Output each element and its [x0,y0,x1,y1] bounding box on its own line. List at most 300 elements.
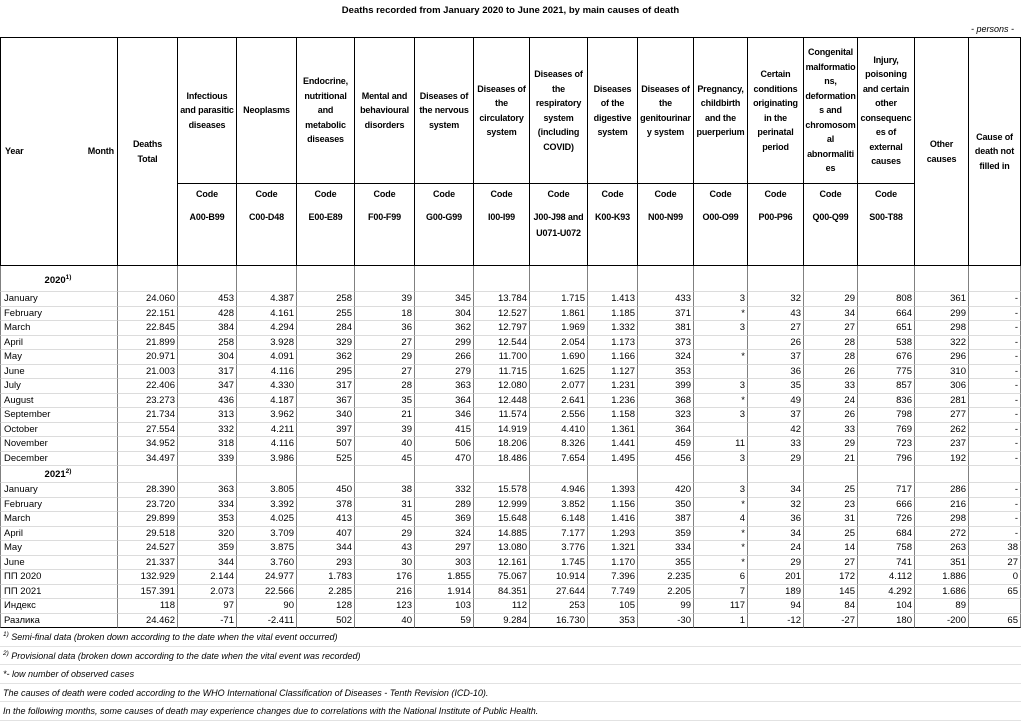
cell-neoplasms: 4.116 [237,437,297,452]
cell-injury: 538 [858,336,915,351]
cell-pregnancy: 3 [694,452,748,467]
code-label: Code [654,189,677,199]
cell-mental: 29 [355,350,415,365]
header-respiratory [530,38,588,184]
cell-respiratory: 1.745 [530,556,588,571]
cell-neoplasms: 4.211 [237,423,297,438]
cell-respiratory: 2.077 [530,379,588,394]
code-value: Q00-Q99 [812,212,849,222]
cell-neoplasms: 3.392 [237,498,297,513]
header-pregnancy-label: Pregnancy, childbirth and the puerperium [696,83,745,137]
empty-cell [530,266,588,292]
cell-perinatal: 24 [748,541,804,556]
cell-infectious: 347 [178,379,237,394]
cell-respiratory: 2.641 [530,394,588,409]
table-row [0,541,1021,556]
header-congenital-label: Congenital malformations, deformations and chromosomal abnormalities [805,47,856,174]
cell-not-filled: - [969,423,1021,438]
empty-cell [415,466,474,483]
cell-infectious: 313 [178,408,237,423]
cell-respiratory: 6.148 [530,512,588,527]
cell-pregnancy: 4 [694,512,748,527]
cell-respiratory: 7.654 [530,452,588,467]
cell-mental: 40 [355,614,415,629]
cell-other-causes: 351 [915,556,969,571]
cell-pregnancy: * [694,350,748,365]
table-title: Deaths recorded from January 2020 to June 2021, by main causes of death [341,5,680,16]
table-row [0,527,1021,542]
cell-congenital: 28 [804,350,858,365]
cell-digestive: 1.321 [588,541,638,556]
year-row [0,466,1021,483]
cell-infectious: 339 [178,452,237,467]
cell-respiratory: 3.852 [530,498,588,513]
header-pregnancy [694,38,748,184]
footnotes [0,628,1021,721]
cell-other-causes: 1.886 [915,570,969,585]
cell-perinatal: 33 [748,437,804,452]
cell-perinatal: 32 [748,498,804,513]
cell-congenital: 145 [804,585,858,600]
cell-nervous: 289 [415,498,474,513]
cell-congenital: 14 [804,541,858,556]
cell-not-filled: - [969,483,1021,498]
cell-circulatory: 12.161 [474,556,530,571]
cell-not-filled: - [969,350,1021,365]
header-nervous [415,38,474,184]
cell-genitourinary: 373 [638,336,694,351]
year-value: 2021 [44,469,66,480]
header-injury-label: Injury, poisoning and certain other consequences of external causes [860,54,912,166]
code-label: Code [433,189,455,199]
cell-congenital: 28 [804,336,858,351]
cell-respiratory: 1.625 [530,365,588,380]
cell-genitourinary: 371 [638,307,694,322]
cell-not-filled: - [969,498,1021,513]
cell-infectious: 363 [178,483,237,498]
cell-digestive: 1.166 [588,350,638,365]
cell-endocrine: 413 [297,512,355,527]
cell-circulatory: 12.797 [474,321,530,336]
summary-row [0,570,1021,585]
cell-circulatory: 84.351 [474,585,530,600]
cell-injury: 836 [858,394,915,409]
cell-injury: 796 [858,452,915,467]
cell-not-filled: - [969,408,1021,423]
row-label: April [0,527,118,542]
cell-pregnancy: 6 [694,570,748,585]
cell-injury: 717 [858,483,915,498]
cell-digestive: 1.158 [588,408,638,423]
cell-nervous: 279 [415,365,474,380]
cell-respiratory: 3.776 [530,541,588,556]
code-endocrine [297,184,355,266]
header-digestive [588,38,638,184]
empty-cell [858,466,915,483]
cell-digestive: 353 [588,614,638,629]
table-row [0,512,1021,527]
cell-mental: 29 [355,527,415,542]
code-value: S00-T88 [869,212,903,222]
cell-circulatory: 12.448 [474,394,530,409]
cell-infectious: 317 [178,365,237,380]
cell-nervous: 345 [415,292,474,307]
cell-endocrine: 1.783 [297,570,355,585]
cell-not-filled: - [969,452,1021,467]
cell-other-causes: 272 [915,527,969,542]
cell-circulatory: 13.784 [474,292,530,307]
code-injury [858,184,915,266]
cell-endocrine: 255 [297,307,355,322]
cell-circulatory: 15.578 [474,483,530,498]
table-row [0,437,1021,452]
cell-infectious: 2.144 [178,570,237,585]
cell-deaths-total: 20.971 [118,350,178,365]
cell-perinatal: 42 [748,423,804,438]
cell-endocrine: 525 [297,452,355,467]
cell-neoplasms: 24.977 [237,570,297,585]
footnote [0,665,1021,684]
cell-digestive: 1.441 [588,437,638,452]
empty-cell [804,266,858,292]
cell-congenital: 29 [804,437,858,452]
cell-nervous: 297 [415,541,474,556]
cell-not-filled: 38 [969,541,1021,556]
code-circulatory [474,184,530,266]
cell-mental: 39 [355,292,415,307]
cell-not-filled: - [969,365,1021,380]
cell-infectious: 359 [178,541,237,556]
footnote-text: Semi-final data (broken down according to the date when the vital event occurred) [11,632,338,642]
empty-cell [474,266,530,292]
cell-congenital: 27 [804,321,858,336]
empty-cell [638,266,694,292]
empty-cell [237,466,297,483]
table-row [0,336,1021,351]
code-value: G00-G99 [426,212,462,222]
table-row [0,498,1021,513]
summary-row [0,585,1021,600]
cell-endocrine: 340 [297,408,355,423]
cell-other-causes: 89 [915,599,969,614]
cell-perinatal: 94 [748,599,804,614]
cell-neoplasms: 3.760 [237,556,297,571]
cell-genitourinary: 2.235 [638,570,694,585]
header-circulatory-label: Diseases of the circulatory system [477,83,526,137]
cell-neoplasms: 90 [237,599,297,614]
footnote-mark: 1) [3,631,9,638]
cell-digestive: 7.396 [588,570,638,585]
cell-nervous: 59 [415,614,474,629]
table-row [0,307,1021,322]
cell-genitourinary: 323 [638,408,694,423]
cell-nervous: 506 [415,437,474,452]
code-value: E00-E89 [308,212,343,222]
empty-cell [969,466,1021,483]
cell-genitourinary: 353 [638,365,694,380]
footnote [0,702,1021,721]
cell-digestive: 1.236 [588,394,638,409]
table-row [0,483,1021,498]
cell-infectious: 318 [178,437,237,452]
cell-congenital: 26 [804,408,858,423]
cell-genitourinary: 364 [638,423,694,438]
cell-respiratory: 4.410 [530,423,588,438]
empty-cell [858,266,915,292]
cell-deaths-total: 22.151 [118,307,178,322]
cell-neoplasms: 4.294 [237,321,297,336]
cell-congenital: 21 [804,452,858,467]
empty-cell [118,266,178,292]
cell-neoplasms: 4.025 [237,512,297,527]
cell-perinatal: 26 [748,336,804,351]
header-not-filled [969,38,1021,266]
cell-not-filled: 65 [969,614,1021,629]
footnote-text: In the following months, some causes of death may experience changes due to correlations with the National Institute of Public Health. [3,706,539,716]
cell-digestive: 1.416 [588,512,638,527]
cell-circulatory: 14.885 [474,527,530,542]
cell-other-causes: 361 [915,292,969,307]
year-row [0,266,1021,292]
cell-congenital: 33 [804,423,858,438]
row-label: April [0,336,118,351]
cell-mental: 45 [355,452,415,467]
cell-respiratory: 7.177 [530,527,588,542]
header-genitourinary [638,38,694,184]
summary-row [0,599,1021,614]
year-label [0,466,118,483]
cell-genitourinary: 381 [638,321,694,336]
empty-cell [355,266,415,292]
cell-injury: 180 [858,614,915,629]
empty-cell [588,266,638,292]
cell-not-filled [969,599,1021,614]
cell-other-causes: 299 [915,307,969,322]
cell-genitourinary: 387 [638,512,694,527]
cell-infectious: 428 [178,307,237,322]
cell-neoplasms: 4.116 [237,365,297,380]
cell-mental: 35 [355,394,415,409]
code-value: O00-O99 [702,212,739,222]
cell-mental: 43 [355,541,415,556]
cell-digestive: 1.413 [588,292,638,307]
cell-endocrine: 507 [297,437,355,452]
row-label: November [0,437,118,452]
cell-not-filled: 0 [969,570,1021,585]
cell-endocrine: 258 [297,292,355,307]
code-label: Code [490,189,513,199]
cell-deaths-total: 21.899 [118,336,178,351]
cell-deaths-total: 21.003 [118,365,178,380]
cell-infectious: 320 [178,527,237,542]
code-respiratory [530,184,588,266]
empty-cell [530,466,588,483]
header-infectious-label: Infectious and parasitic diseases [180,90,234,130]
row-label: Разлика [0,614,118,629]
cell-injury: 726 [858,512,915,527]
cell-not-filled: - [969,321,1021,336]
row-label: June [0,365,118,380]
cell-circulatory: 12.080 [474,379,530,394]
cell-congenital: 23 [804,498,858,513]
cell-other-causes: 263 [915,541,969,556]
code-label: Code [601,189,624,199]
year-footnote-mark: 1) [65,273,72,281]
cell-infectious: 258 [178,336,237,351]
cell-neoplasms: 3.928 [237,336,297,351]
cell-congenital: 172 [804,570,858,585]
header-mental [355,38,415,184]
row-label: March [0,321,118,336]
code-value: N00-N99 [648,212,683,222]
cell-other-causes: 286 [915,483,969,498]
cell-neoplasms: 4.161 [237,307,297,322]
code-label: Code [314,189,337,199]
empty-cell [297,466,355,483]
cell-digestive: 1.361 [588,423,638,438]
cell-genitourinary: 433 [638,292,694,307]
empty-cell [748,266,804,292]
footnote [0,647,1021,666]
cell-digestive: 1.393 [588,483,638,498]
cell-endocrine: 295 [297,365,355,380]
cell-not-filled: - [969,512,1021,527]
cell-nervous: 324 [415,527,474,542]
cell-endocrine: 329 [297,336,355,351]
header-injury [858,38,915,184]
cell-respiratory: 1.690 [530,350,588,365]
year-footnote-mark: 2) [65,467,72,475]
row-label: May [0,541,118,556]
cell-perinatal: 36 [748,365,804,380]
cell-deaths-total: 24.462 [118,614,178,629]
code-label: Code [547,189,570,199]
header-congenital [804,38,858,184]
footnote [0,628,1021,647]
cell-congenital: 31 [804,512,858,527]
cell-injury: 676 [858,350,915,365]
cell-digestive: 1.495 [588,452,638,467]
cell-neoplasms: 4.387 [237,292,297,307]
cell-mental: 31 [355,498,415,513]
cell-other-causes: 306 [915,379,969,394]
row-label: ПП 2021 [0,585,118,600]
row-label: September [0,408,118,423]
cell-congenital: 29 [804,292,858,307]
code-value: K00-K93 [595,212,630,222]
cell-mental: 21 [355,408,415,423]
cell-congenital: 24 [804,394,858,409]
cell-other-causes: 296 [915,350,969,365]
cell-neoplasms: 3.986 [237,452,297,467]
code-label: Code [819,189,842,199]
cell-genitourinary: 334 [638,541,694,556]
cell-deaths-total: 29.899 [118,512,178,527]
table-row [0,452,1021,467]
cell-pregnancy: * [694,498,748,513]
cell-genitourinary: 350 [638,498,694,513]
cell-perinatal: 189 [748,585,804,600]
cell-genitourinary: 99 [638,599,694,614]
cell-pregnancy: * [694,527,748,542]
cell-not-filled: - [969,336,1021,351]
cell-deaths-total: 24.527 [118,541,178,556]
row-label: February [0,498,118,513]
cell-congenital: 26 [804,365,858,380]
cell-other-causes: 262 [915,423,969,438]
cell-other-causes: 1.686 [915,585,969,600]
row-label: August [0,394,118,409]
cell-mental: 27 [355,336,415,351]
cell-pregnancy: 3 [694,321,748,336]
cell-circulatory: 15.648 [474,512,530,527]
cell-neoplasms: -2.411 [237,614,297,629]
cell-pregnancy: * [694,394,748,409]
footnote [0,684,1021,703]
cell-deaths-total: 23.273 [118,394,178,409]
cell-respiratory: 2.556 [530,408,588,423]
empty-cell [694,466,748,483]
table-row [0,365,1021,380]
cell-endocrine: 317 [297,379,355,394]
header-circulatory [474,38,530,184]
cell-deaths-total: 28.390 [118,483,178,498]
cell-congenital: 25 [804,483,858,498]
header-mental-label: Mental and behavioural disorders [360,90,409,130]
cell-deaths-total: 23.720 [118,498,178,513]
cell-respiratory: 10.914 [530,570,588,585]
empty-cell [118,466,178,483]
code-genitourinary [638,184,694,266]
cell-perinatal: 49 [748,394,804,409]
cell-endocrine: 2.285 [297,585,355,600]
cell-nervous: 332 [415,483,474,498]
empty-cell [178,266,237,292]
cell-perinatal: 34 [748,483,804,498]
cell-respiratory: 253 [530,599,588,614]
cell-pregnancy: * [694,307,748,322]
cell-endocrine: 284 [297,321,355,336]
header-neoplasms [237,38,297,184]
cell-not-filled: - [969,437,1021,452]
empty-cell [694,266,748,292]
cell-neoplasms: 22.566 [237,585,297,600]
cell-respiratory: 1.861 [530,307,588,322]
code-perinatal [748,184,804,266]
cell-circulatory: 12.527 [474,307,530,322]
cell-deaths-total: 118 [118,599,178,614]
cell-injury: 798 [858,408,915,423]
cell-deaths-total: 27.554 [118,423,178,438]
cell-infectious: 332 [178,423,237,438]
cell-respiratory: 16.730 [530,614,588,629]
cell-circulatory: 75.067 [474,570,530,585]
cell-infectious: 453 [178,292,237,307]
cell-mental: 28 [355,379,415,394]
cell-respiratory: 8.326 [530,437,588,452]
cell-respiratory: 2.054 [530,336,588,351]
cell-nervous: 266 [415,350,474,365]
cell-not-filled: 27 [969,556,1021,571]
cell-circulatory: 14.919 [474,423,530,438]
cell-congenital: 84 [804,599,858,614]
cell-digestive: 1.170 [588,556,638,571]
cell-neoplasms: 4.091 [237,350,297,365]
cell-mental: 176 [355,570,415,585]
cell-mental: 45 [355,512,415,527]
cell-genitourinary: 456 [638,452,694,467]
cell-endocrine: 293 [297,556,355,571]
